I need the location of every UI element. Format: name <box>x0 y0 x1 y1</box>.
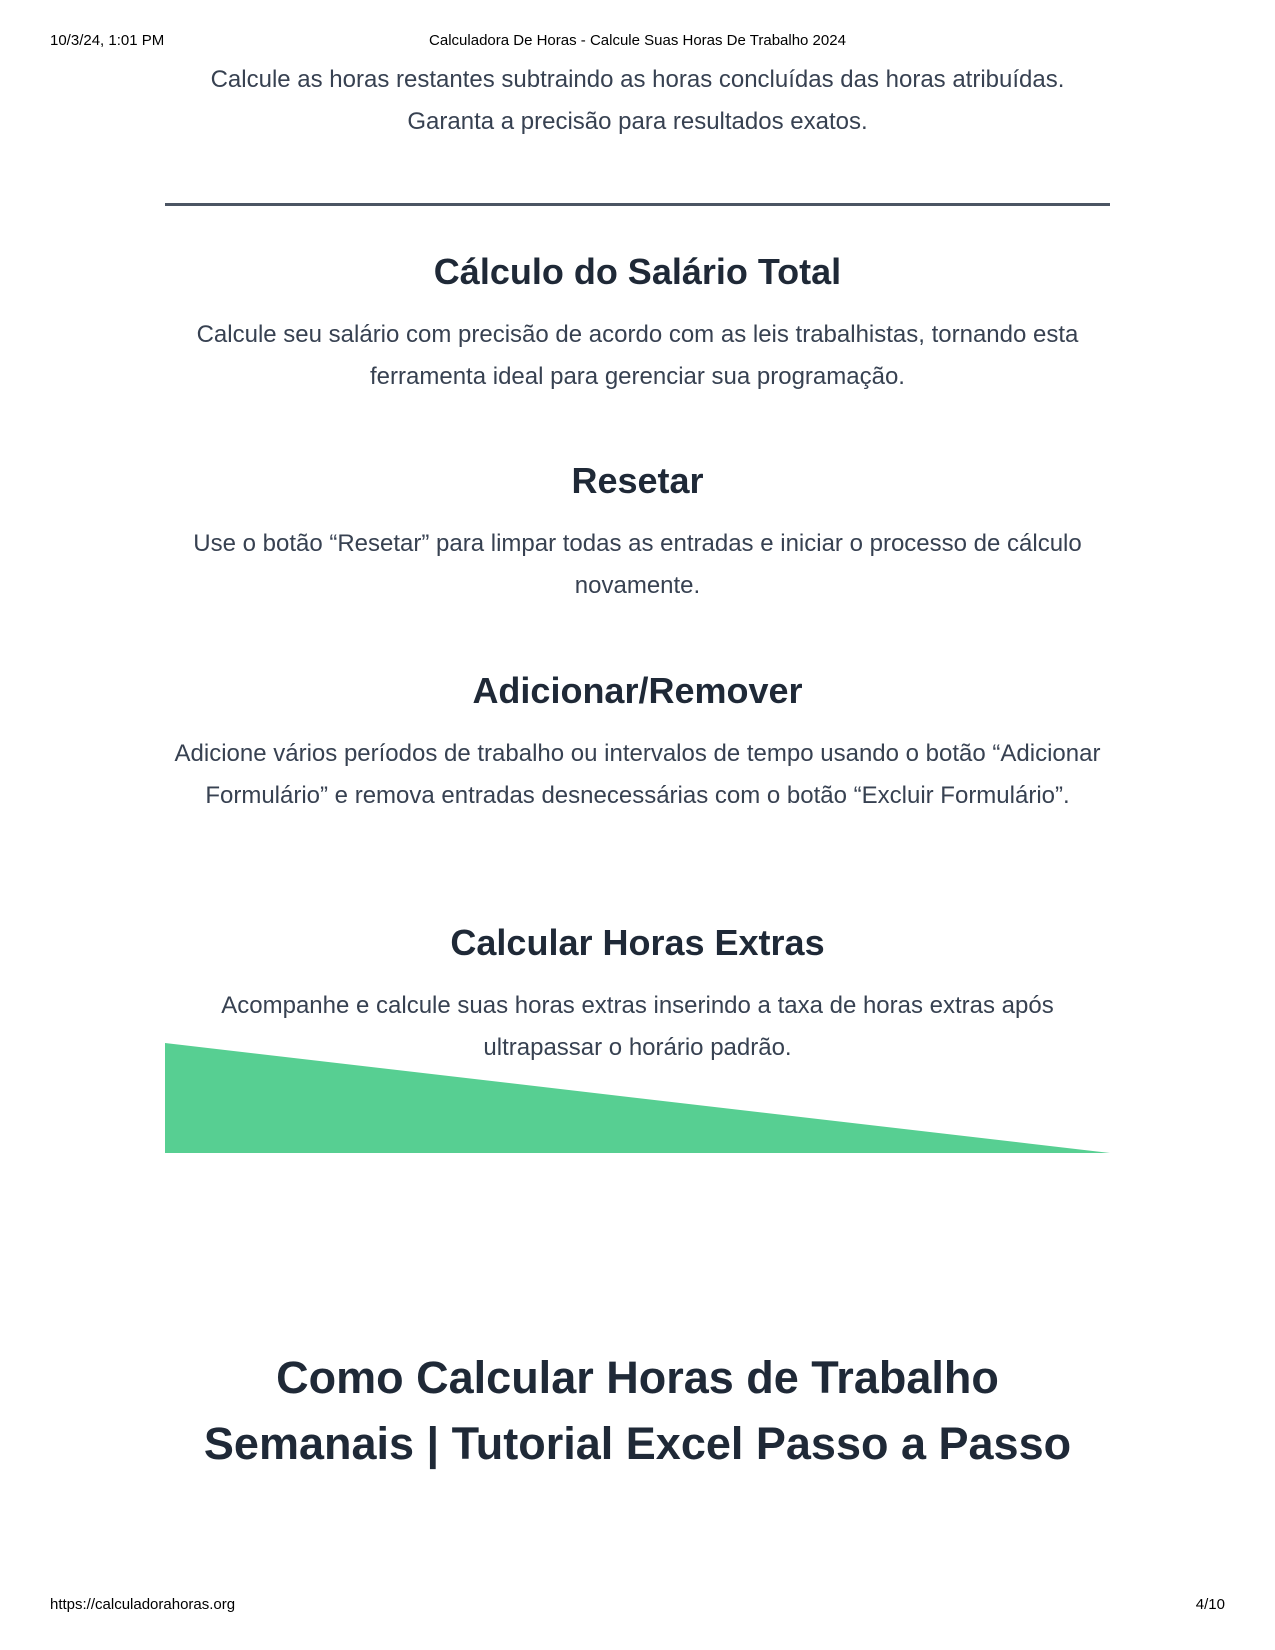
section-total-salary <box>165 250 1110 398</box>
page-number: 4/10 <box>1195 1596 1225 1613</box>
section-text: Acompanhe e calcule suas horas extras inserindo a taxa de horas extras após ultrapassar o horário padrão. <box>221 992 1054 1061</box>
section-text: Calcule seu salário com precisão de acordo com as leis trabalhistas, tornando esta ferramenta ideal para gerenciar sua programação. <box>196 321 1079 390</box>
section-heading: Cálculo do Salário Total <box>433 251 842 292</box>
decorative-green-wedge <box>165 1043 1110 1153</box>
section-add-remove <box>165 669 1110 817</box>
section-text: Use o botão “Resetar” para limpar todas as entradas e iniciar o processo de cálculo novamente. <box>193 530 1082 599</box>
section-reset <box>165 459 1110 607</box>
section-heading: Adicionar/Remover <box>472 670 803 711</box>
print-url: https://calculadorahoras.org <box>50 1596 236 1613</box>
section-heading: Calcular Horas Extras <box>450 922 825 963</box>
print-date: 10/3/24, 1:01 PM <box>50 32 165 49</box>
green-wedge-shape <box>165 1043 1110 1153</box>
print-header <box>50 32 1225 52</box>
section-text: Adicione vários períodos de trabalho ou intervalos de tempo usando o botão “Adicionar Formulário” e remova entradas desnecessárias com o botão “Excluir Formulário”. <box>174 740 1101 809</box>
intro-paragraph: Calcule as horas restantes subtraindo as horas concluídas das horas atribuídas. Garanta a precisão para resultados exatos. <box>210 66 1065 135</box>
tutorial-heading: Como Calcular Horas de Trabalho Semanais | Tutorial Excel Passo a Passo <box>203 1352 1072 1469</box>
section-heading: Resetar <box>571 460 704 501</box>
print-document-title: Calculadora De Horas - Calcule Suas Horas De Trabalho 2024 <box>429 32 846 49</box>
section-divider <box>165 203 1110 206</box>
print-footer <box>50 1596 1225 1616</box>
